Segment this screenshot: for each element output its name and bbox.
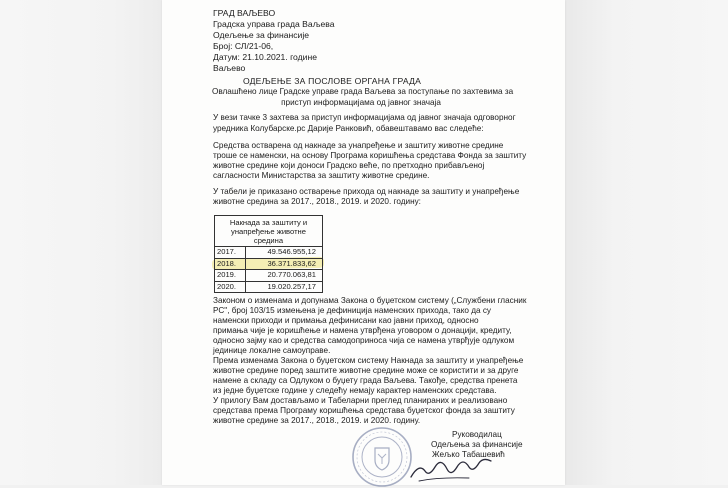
text-line: Према изменама Закона о буџетском систему Накнада за заштиту и унапређење xyxy=(213,356,524,365)
table-cell-year: 2018. xyxy=(215,258,246,270)
table-row xyxy=(215,247,323,259)
table-header-line: средина xyxy=(253,236,284,245)
header-city: ГРАД ВАЉЕВО xyxy=(213,8,276,18)
signature-role: Руководилац xyxy=(452,430,502,439)
official-stamp-icon xyxy=(351,426,413,488)
table-cell-year: 2020. xyxy=(215,281,246,293)
background-right xyxy=(565,0,728,485)
text-line: односно зајму као и средства самодоприноса чија се намена утврђује одлуком xyxy=(213,336,515,345)
text-line: У прилогу Вам достављамо и Табеларни преглед планираних и реализовано xyxy=(213,396,508,405)
text-line: У табели је приказано остварење прихода од накнаде за заштиту и унапређење xyxy=(213,187,520,196)
text-line: Средства остварена од накнаде за унапређење и заштиту животне средине xyxy=(213,141,504,150)
table-cell-value: 49.546.955,12 xyxy=(246,247,323,259)
signature-department: Одељења за финансије xyxy=(431,440,523,449)
text-line: У вези тачке 3 захтева за приступ информацијама од јавног значаја одговорног xyxy=(213,113,516,122)
header-number: Број: СЛ/21-06, xyxy=(213,41,274,51)
handwritten-signature-icon xyxy=(405,455,500,487)
text-line: животне средине који доноси Градско веће, по претходно прибављеној xyxy=(213,161,485,170)
title-line1: ОДЕЉЕЊЕ ЗА ПОСЛОВЕ ОРГАНА ГРАДА xyxy=(242,76,422,86)
header-date: Датум: 21.10.2021. године xyxy=(213,52,317,62)
text-line: средстава према Програму коришћења средстава буџетског фонда за заштиту xyxy=(213,406,515,415)
table-row xyxy=(215,270,323,282)
table-cell-year: 2019. xyxy=(215,270,246,282)
table-header-cell xyxy=(215,216,323,247)
text-line: животне средине поред заштите животне средине може се користити и за друге xyxy=(213,366,519,375)
table-cell-value: 36.371.833,62 xyxy=(246,258,323,270)
table-header-row xyxy=(215,216,323,247)
table-row xyxy=(215,281,323,293)
table-cell-year: 2017. xyxy=(215,247,246,259)
text-line: Законом о изменама и допунама Закона о буџетском систему („Службени гласник xyxy=(213,296,527,305)
title-line2: Овлашћено лице Градске управе града Ваљева за поступање по захтевима за xyxy=(212,87,514,96)
text-line: из једне буџетске године у следећу немају карактер наменских средстава. xyxy=(213,386,497,395)
text-line: уредника Колубарске.рс Дарије Ранковић, обавештавамо вас следеће: xyxy=(213,124,484,133)
text-line: наменски приходи и примања дефинисани као јавни приход, односно xyxy=(213,316,479,325)
revenue-table xyxy=(214,215,323,293)
header-administration: Градска управа града Ваљева xyxy=(213,19,335,29)
text-line: животне средина за 2017., 2018., 2019. и 2020. годину: xyxy=(213,197,421,206)
text-line: јединице локалне самоуправе. xyxy=(213,346,331,355)
text-line: животне средине за 2017., 2018., 2019. и 2020. годину. xyxy=(213,416,421,425)
title-line3: приступ информацијама од јавног значаја xyxy=(281,98,441,107)
text-line: примања чије је коришћење и намена утврђена уговором о донацији, кредиту, xyxy=(213,326,512,335)
text-line: троше се наменски, на основу Програма коришћења средстава Фонда за заштиту xyxy=(213,151,527,160)
text-line: сагласности Министарства за заштиту животне средине. xyxy=(213,171,430,180)
table-row xyxy=(215,258,323,270)
table-header-line: унапређење животне xyxy=(231,227,306,236)
text-line: РС", број 103/15 измењена је дефиниција наменских прихода, тако да су xyxy=(213,306,492,315)
text-line: намене а складу са Одлуком о буџету града Ваљева. Такође, средства пренета xyxy=(213,376,518,385)
signature-name: Жељко Табашевић xyxy=(432,450,505,459)
header-place: Ваљево xyxy=(213,63,246,73)
table-header-line: Накнада за заштиту и xyxy=(229,218,308,227)
table-cell-value: 20.770.063,81 xyxy=(246,270,323,282)
background-left xyxy=(0,0,162,485)
table-cell-value: 19.020.257,17 xyxy=(246,281,323,293)
header-department: Одељење за финансије xyxy=(213,30,310,40)
